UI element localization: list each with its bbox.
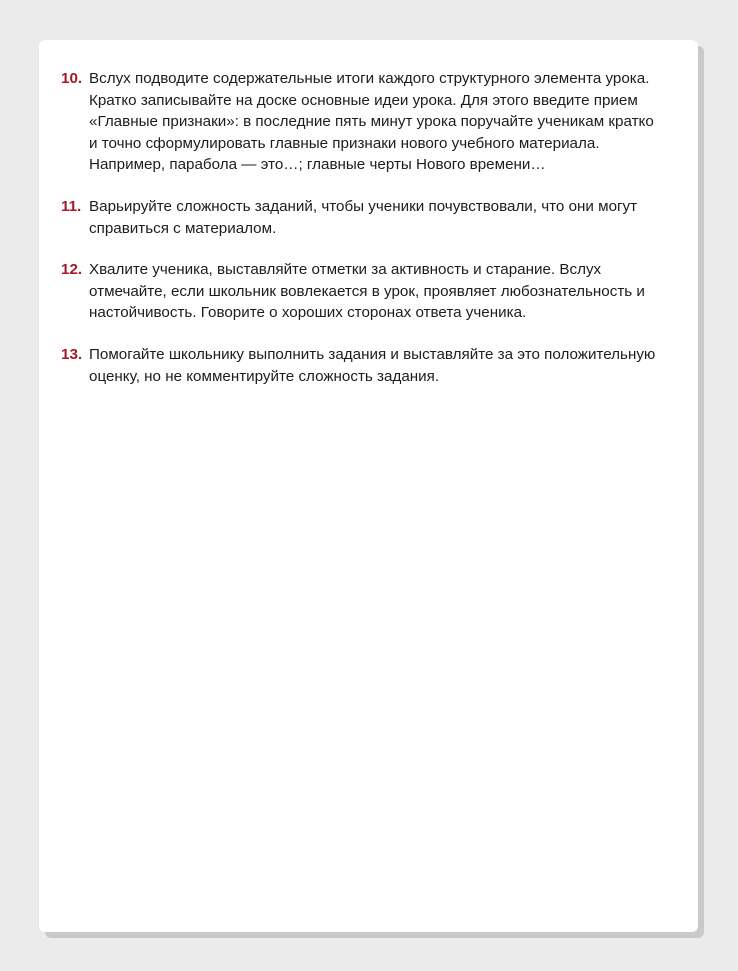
list-item [61,68,661,176]
list-item [61,344,661,387]
item-text: Вслух подводите содержательные итоги каждого структурного элемента урока. Кратко записывайте на доске основные идеи урока. Для этого введите прием «Главные признаки»: в последние пять минут урока поручайте ученикам кратко и точно сформулировать главные признаки нового учебного материала. Например, парабола — это…; главные черты Нового времени… [89,70,654,174]
item-number: 10. [61,70,83,87]
document-page [39,40,698,932]
list-item [61,196,661,239]
item-text: Хвалите ученика, выставляйте отметки за активность и старание. Вслух отмечайте, если школьник вовлекается в урок, проявляет любознательность и настойчивость. Говорите о хороших сторонах ответа ученика. [89,261,645,322]
recommendations-list [61,68,661,407]
item-text: Помогайте школьнику выполнить задания и выставляйте за это положительную оценку, но не комментируйте сложность задания. [89,345,656,385]
item-number: 11. [61,197,82,215]
item-text: Варьируйте сложность заданий, чтобы ученики почувствовали, что они могут справиться с материалом. [89,197,638,237]
item-number: 13. [61,345,83,363]
list-item [61,259,661,324]
item-number: 12. [61,261,83,279]
